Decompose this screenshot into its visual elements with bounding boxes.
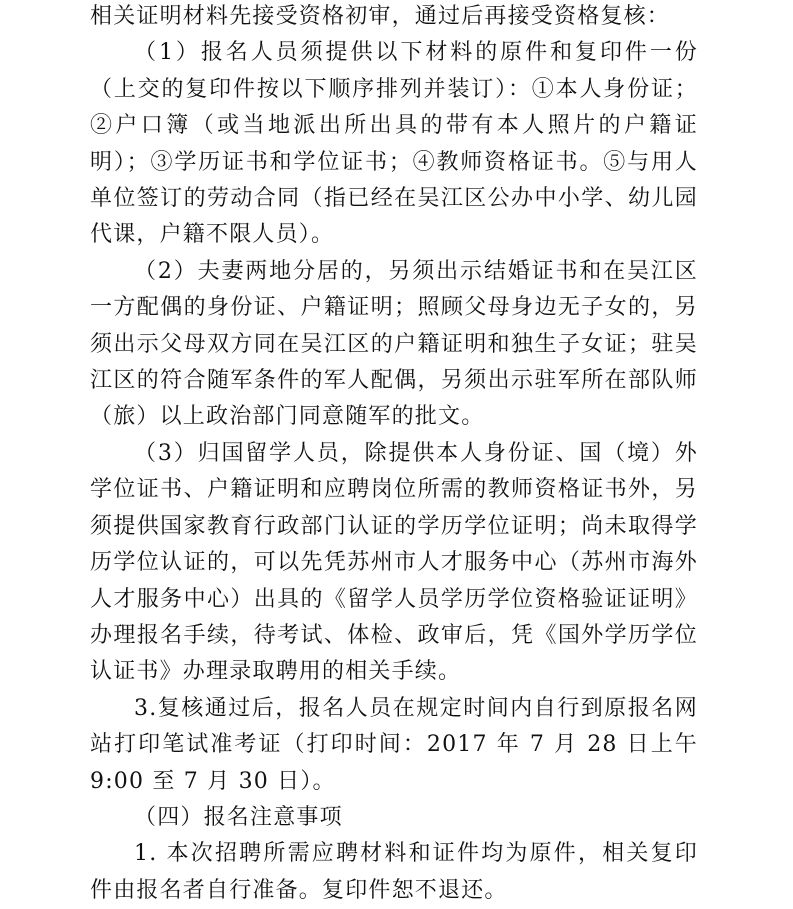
paragraph-notice-1: 1. 本次招聘所需应聘材料和证件均为原件，相关复印件由报名者自行准备。复印件恕不退还。 [90, 841, 698, 903]
paragraph-item-1: （1）报名人员须提供以下材料的原件和复印件一份（上交的复印件按以下顺序排列并装订）：①本人身份证；②户口簿（或当地派出所出具的带有本人照片的户籍证明）；③学历证书和学位证书；④教师资格证书。⑤与用人单位签订的劳动合同（指已经在吴江区公办中小学、幼儿园代课，户籍不限人员）。 [90, 40, 698, 248]
section-heading: （四）报名注意事项 [134, 804, 343, 830]
paragraph-item-2: （2）夫妻两地分居的，另须出示结婚证书和在吴江区一方配偶的身份证、户籍证明；照顾父母身边无子女的，另须出示父母双方同在吴江区的户籍证明和独生子女证；驻吴江区的符合随军条件的军人配偶，另须出示驻军所在部队师（旅）以上政治部门同意随军的批文。 [90, 258, 698, 430]
paragraph-step-3: 3.复核通过后，报名人员在规定时间内自行到原报名网站打印笔试准考证（打印时间：2017 年 7 月 28 日上午 9:00 至 7 月 30 日）。 [90, 695, 698, 794]
document-body [90, 0, 698, 909]
paragraph-item-3: （3）归国留学人员，除提供本人身份证、国（境）外学位证书、户籍证明和应聘岗位所需的教师资格证书外，另须提供国家教育行政部门认证的学历学位证明；尚未取得学历学位认证的，可以先凭苏州市人才服务中心（苏州市海外人才服务中心）出具的《留学人员学历学位资格验证证明》办理报名手续，待考试、体检、政审后，凭《国外学历学位认证书》办理录取聘用的相关手续。 [90, 440, 698, 685]
paragraph-intro: 相关证明材料先接受资格初审，通过后再接受资格复核： [90, 4, 671, 29]
